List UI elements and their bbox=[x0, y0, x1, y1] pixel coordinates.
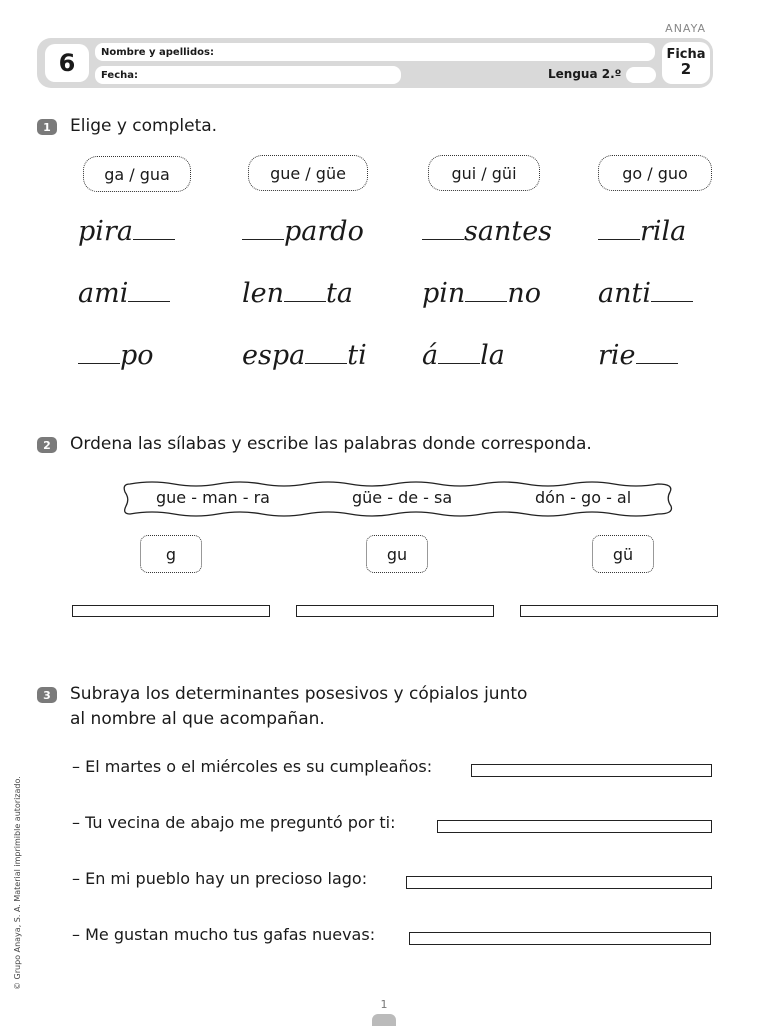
blank-line[interactable] bbox=[651, 300, 693, 302]
date-field[interactable] bbox=[95, 66, 401, 84]
option-pill: go / guo bbox=[598, 155, 712, 191]
subject-label: Lengua 2.º bbox=[548, 67, 622, 81]
word-item: espa ti bbox=[242, 340, 367, 371]
page-tab bbox=[372, 1014, 396, 1026]
group-label-gue: gü bbox=[592, 535, 654, 573]
unit-number: 6 bbox=[45, 44, 89, 82]
sentence-3-answer[interactable] bbox=[406, 876, 712, 889]
word-item: pira bbox=[78, 216, 175, 247]
exercise-3-title-line1: Subraya los determinantes posesivos y cópialos junto bbox=[70, 684, 528, 704]
word-item: len ta bbox=[242, 278, 353, 309]
date-label: Fecha: bbox=[101, 69, 139, 81]
name-field[interactable] bbox=[95, 43, 655, 61]
blank-line[interactable] bbox=[284, 300, 326, 302]
exercise-2-title: Ordena las sílabas y escribe las palabras donde corresponda. bbox=[70, 434, 592, 454]
blank-line[interactable] bbox=[242, 238, 284, 240]
word-item: ami bbox=[78, 278, 170, 309]
syllable-group: gue - man - ra bbox=[156, 488, 270, 507]
sentence-1-answer[interactable] bbox=[471, 764, 712, 777]
publisher-logo: ANAYA bbox=[665, 22, 706, 35]
exercise-2-number: 2 bbox=[37, 437, 57, 453]
sentence-4-answer[interactable] bbox=[409, 932, 711, 945]
blank-line[interactable] bbox=[598, 238, 640, 240]
blank-line[interactable] bbox=[465, 300, 507, 302]
sentence-2-answer[interactable] bbox=[437, 820, 712, 833]
word-item: rie bbox=[598, 340, 678, 371]
answer-field-gue[interactable] bbox=[520, 605, 718, 617]
blank-line[interactable] bbox=[78, 362, 120, 364]
answer-field-g[interactable] bbox=[72, 605, 270, 617]
sentence-4: – Me gustan mucho tus gafas nuevas: bbox=[72, 925, 376, 944]
copyright-note: © Grupo Anaya, S. A. Material imprimible autorizado. bbox=[13, 776, 22, 990]
answer-field-gu[interactable] bbox=[296, 605, 494, 617]
word-item: pardo bbox=[242, 216, 364, 247]
blank-line[interactable] bbox=[636, 362, 678, 364]
subject-field[interactable] bbox=[626, 67, 656, 83]
blank-line[interactable] bbox=[128, 300, 170, 302]
blank-line[interactable] bbox=[305, 362, 347, 364]
page-number: 1 bbox=[380, 998, 388, 1011]
exercise-1-title: Elige y completa. bbox=[70, 116, 218, 136]
blank-line[interactable] bbox=[133, 238, 175, 240]
blank-line[interactable] bbox=[422, 238, 464, 240]
option-pill: gui / güi bbox=[428, 155, 540, 191]
group-label-gu: gu bbox=[366, 535, 428, 573]
group-label-g: g bbox=[140, 535, 202, 573]
word-item: anti bbox=[598, 278, 693, 309]
exercise-1-number: 1 bbox=[37, 119, 57, 135]
exercise-3-title-line2: al nombre al que acompañan. bbox=[70, 709, 325, 729]
option-pill: gue / güe bbox=[248, 155, 368, 191]
word-item: po bbox=[78, 340, 154, 371]
sentence-2: – Tu vecina de abajo me preguntó por ti: bbox=[72, 813, 396, 832]
ficha-label: Ficha bbox=[666, 47, 706, 63]
ficha-number: 2 bbox=[680, 59, 692, 78]
sentence-3: – En mi pueblo hay un precioso lago: bbox=[72, 869, 368, 888]
sentence-1: – El martes o el miércoles es su cumpleaños: bbox=[72, 757, 433, 776]
ficha-box bbox=[662, 42, 710, 84]
exercise-3-number: 3 bbox=[37, 687, 57, 703]
blank-line[interactable] bbox=[438, 362, 480, 364]
syllable-group: dón - go - al bbox=[535, 488, 632, 507]
word-item: rila bbox=[598, 216, 686, 247]
name-label: Nombre y apellidos: bbox=[101, 46, 214, 58]
word-item: á la bbox=[422, 340, 505, 371]
word-item: santes bbox=[422, 216, 552, 247]
option-pill: ga / gua bbox=[83, 156, 191, 192]
syllable-group: güe - de - sa bbox=[352, 488, 453, 507]
word-item: pin no bbox=[422, 278, 541, 309]
